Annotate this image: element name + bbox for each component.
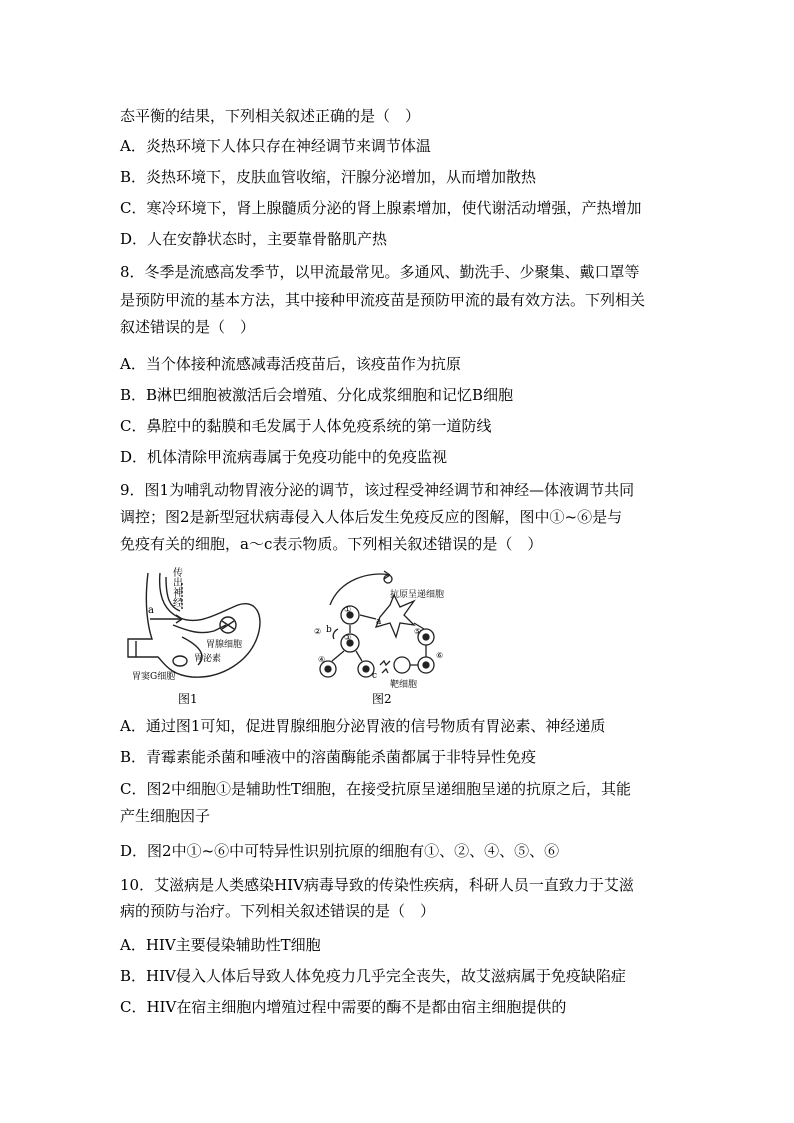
q9-stem-line-2: 调控；图2是新型冠状病毒侵入人体后发生免疫反应的图解，图中①~⑥是与 xyxy=(120,508,623,526)
fig2-label-1: ① xyxy=(344,605,352,614)
q7-option-a: A．炎热环境下人体只存在神经调节来调节体温 xyxy=(120,137,431,155)
q7-option-b: B．炎热环境下，皮肤血管收缩，汗腺分泌增加，从而增加散热 xyxy=(120,168,537,186)
fig2-label-target: 靶细胞 xyxy=(390,680,418,690)
q8-stem-line-3: 叙述错误的是（ ） xyxy=(120,318,256,336)
q8-option-c: C．鼻腔中的黏膜和毛发属于人体免疫系统的第一道防线 xyxy=(120,417,492,435)
q9-option-c-line-1: C．图2中细胞①是辅助性T细胞，在接受抗原呈递细胞呈递的抗原之后，其能 xyxy=(120,780,632,798)
fig2-label-a: a xyxy=(376,617,382,627)
fig2-label-4: ④ xyxy=(318,655,326,664)
q10-option-c: C．HIV在宿主细胞内增殖过程中需要的酶不是都由宿主细胞提供的 xyxy=(120,998,567,1016)
fig2-label-b: b xyxy=(326,625,332,635)
q10-option-b: B．HIV侵入人体后导致人体免疫力几乎完全丧失，故艾滋病属于免疫缺陷症 xyxy=(120,967,626,985)
q8-option-d: D．机体清除甲流病毒属于免疫功能中的免疫监视 xyxy=(120,448,448,466)
q10-option-a: A．HIV主要侵染辅助性T细胞 xyxy=(120,936,321,954)
q10-stem-line-1: 10．艾滋病是人类感染HIV病毒导致的传染性疾病，科研人员一直致力于艾滋 xyxy=(120,876,634,894)
fig2-label-3: ③ xyxy=(344,633,352,642)
q8-option-b: B．B淋巴细胞被激活后会增殖、分化成浆细胞和记忆B细胞 xyxy=(120,386,514,404)
fig2-label-apc: 抗原呈递细胞 xyxy=(390,590,445,600)
q9-stem-line-1: 9．图1为哺乳动物胃液分泌的调节，该过程受神经调节和神经—体液调节共同 xyxy=(120,481,635,499)
fig1-label-gland-cell: 胃腺细胞 xyxy=(206,640,243,650)
q8-stem-line-2: 是预防甲流的基本方法，其中接种甲流疫苗是预防甲流的最有效方法。下列相关 xyxy=(120,291,646,309)
q7-option-d: D．人在安静状态时，主要靠骨骼肌产热 xyxy=(120,230,388,248)
q9-figure xyxy=(118,565,538,710)
fig2-label-6: ⑥ xyxy=(436,651,444,660)
fig1-label-g-cell: 胃窦G细胞 xyxy=(132,672,176,682)
q9-option-a: A．通过图1可知，促进胃腺细胞分泌胃液的信号物质有胃泌素、神经递质 xyxy=(120,717,606,735)
figure-2-caption: 图2 xyxy=(372,692,392,706)
q7-stem-tail: 态平衡的结果，下列相关叙述正确的是（ ） xyxy=(120,107,421,125)
figure-1-caption: 图1 xyxy=(178,692,198,706)
q9-option-b: B．青霉素能杀菌和唾液中的溶菌酶能杀菌都属于非特异性免疫 xyxy=(120,748,537,766)
fig2-label-2: ② xyxy=(314,627,322,636)
q7-option-c: C．寒冷环境下，肾上腺髓质分泌的肾上腺素增加，使代谢活动增强，产热增加 xyxy=(120,199,642,217)
fig2-label-c: c xyxy=(372,671,378,681)
q8-stem-line-1: 8．冬季是流感高发季节，以甲流最常见。多通风、勤洗手、少聚集、戴口罩等 xyxy=(120,263,640,281)
q9-stem-line-3: 免疫有关的细胞，a～c表示物质。下列相关叙述错误的是（ ） xyxy=(120,535,543,553)
fig1-label-a: a xyxy=(148,605,154,616)
fig1-label-nerve: 传出神经 xyxy=(173,568,183,609)
fig2-label-5: ⑤ xyxy=(414,627,422,636)
q9-option-d: D．图2中①~⑥中可特异性识别抗原的细胞有①、②、④、⑤、⑥ xyxy=(120,842,560,860)
fig1-label-gastrin: 胃泌素 xyxy=(194,654,222,664)
q10-stem-line-2: 病的预防与治疗。下列相关叙述错误的是（ ） xyxy=(120,902,436,920)
q9-option-c-line-2: 产生细胞因子 xyxy=(120,807,211,825)
q8-option-a: A．当个体接种流感减毒活疫苗后，该疫苗作为抗原 xyxy=(120,355,461,373)
